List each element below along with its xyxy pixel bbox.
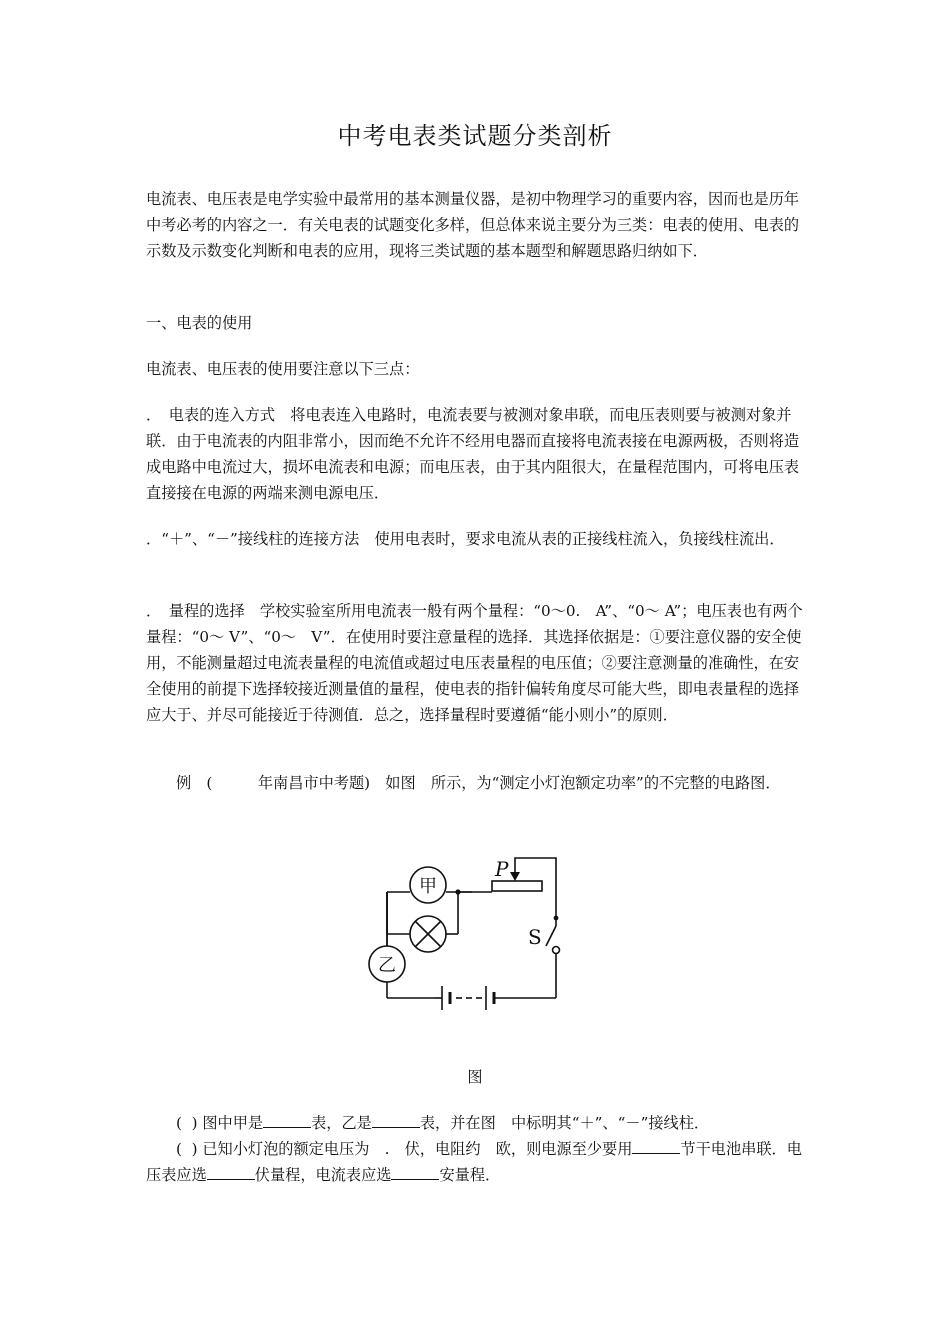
q2-mid: 节干电池串联．电压表应选 bbox=[146, 1140, 802, 1184]
slider-label: P bbox=[495, 857, 509, 881]
figure-caption: 图 bbox=[467, 1068, 483, 1086]
meter-jia-label: 甲 bbox=[419, 876, 437, 897]
q2-blank-cells[interactable] bbox=[632, 1137, 680, 1154]
switch-contact bbox=[553, 947, 560, 954]
page-title: 中考电表类试题分类剖析 bbox=[337, 122, 613, 150]
usage-intro: 电流表、电压表的使用要注意以下三点： bbox=[146, 360, 420, 378]
point-connection-method: ． 电表的连入方式 将电表连入电路时，电流表要与被测对象串联，而电压表则要与被测对象并联．由于电流表的内阻非常小，因而绝不允许不经用电器而直接将电流表接在电源两极，否则将造成电路中电流过大，损坏电流表和电源；而电压表，由于其内阻很大，在量程范围内，可将电压表直接接在电源的两端来测电源电压． bbox=[146, 406, 800, 502]
q2-mid2: 伏量程，电流表应选 bbox=[254, 1166, 392, 1184]
switch-label: S bbox=[528, 925, 542, 949]
meter-yi bbox=[369, 946, 405, 982]
q1-mid: 表，乙是 bbox=[311, 1114, 372, 1132]
section-heading-1: 一、电表的使用 bbox=[146, 314, 253, 332]
circuit-diagram bbox=[362, 852, 572, 1012]
example-statement: 例 ( 年南昌市中考题) 如图 所示，为“测定小灯泡额定功率”的不完整的电路图． bbox=[176, 774, 781, 792]
point-range-selection: ． 量程的选择 学校实验室所用电流表一般有两个量程：“0～0. A”、“0～ A”；电压表也有两个量程：“0～ V”、“0～ V”．在使用时要注意量程的选择．其选择依据是：①要注意仪器的安全使用，不能测量超过电流表量程的电流值或超过电压表量程的电压值；②要注意测量的准确性，在安全使用的前提下选择较接近测量值的量程，使电表的指针偏转角度尽可能大些，即电表量程的选择应大于、并尽可能接近于待测值．总之，选择量程时要遵循“能小则小”的原则． bbox=[146, 602, 803, 724]
meter-yi-label: 乙 bbox=[378, 955, 396, 976]
q2-blank-current[interactable] bbox=[391, 1163, 439, 1180]
meter-jia bbox=[410, 867, 446, 903]
q1-blank-2[interactable] bbox=[372, 1111, 420, 1128]
q2-suffix: 安量程． bbox=[439, 1166, 501, 1184]
point-terminals: ．“＋”、“－”接线柱的连接方法 使用电表时，要求电流从表的正接线柱流入，负接线柱流出． bbox=[146, 530, 785, 548]
junction-dot bbox=[455, 889, 460, 894]
q1-suffix: 表，并在图 中标明其“＋”、“－”接线柱． bbox=[419, 1114, 710, 1132]
switch-pivot bbox=[554, 916, 559, 921]
intro-paragraph: 电流表、电压表是电学实验中最常用的基本测量仪器，是初中物理学习的重要内容，因而也是历年中考必考的内容之一．有关电表的试题变化多样，但总体来说主要分为三类：电表的使用、电表的示数及示数变化判断和电表的应用，现将三类试题的基本题型和解题思路归纳如下． bbox=[146, 190, 800, 260]
lamp-icon bbox=[410, 916, 446, 952]
slider-arrow-icon bbox=[510, 872, 520, 881]
q2-blank-voltage[interactable] bbox=[207, 1163, 255, 1180]
question-1 bbox=[146, 1110, 810, 1136]
q1-blank-1[interactable] bbox=[263, 1111, 311, 1128]
q2-prefix: ( ) 已知小灯泡的额定电压为 . 伏，电阻约 欧，则电源至少要用 bbox=[176, 1140, 633, 1158]
q1-prefix: ( ) 图中甲是 bbox=[176, 1114, 264, 1132]
question-2 bbox=[146, 1136, 810, 1188]
